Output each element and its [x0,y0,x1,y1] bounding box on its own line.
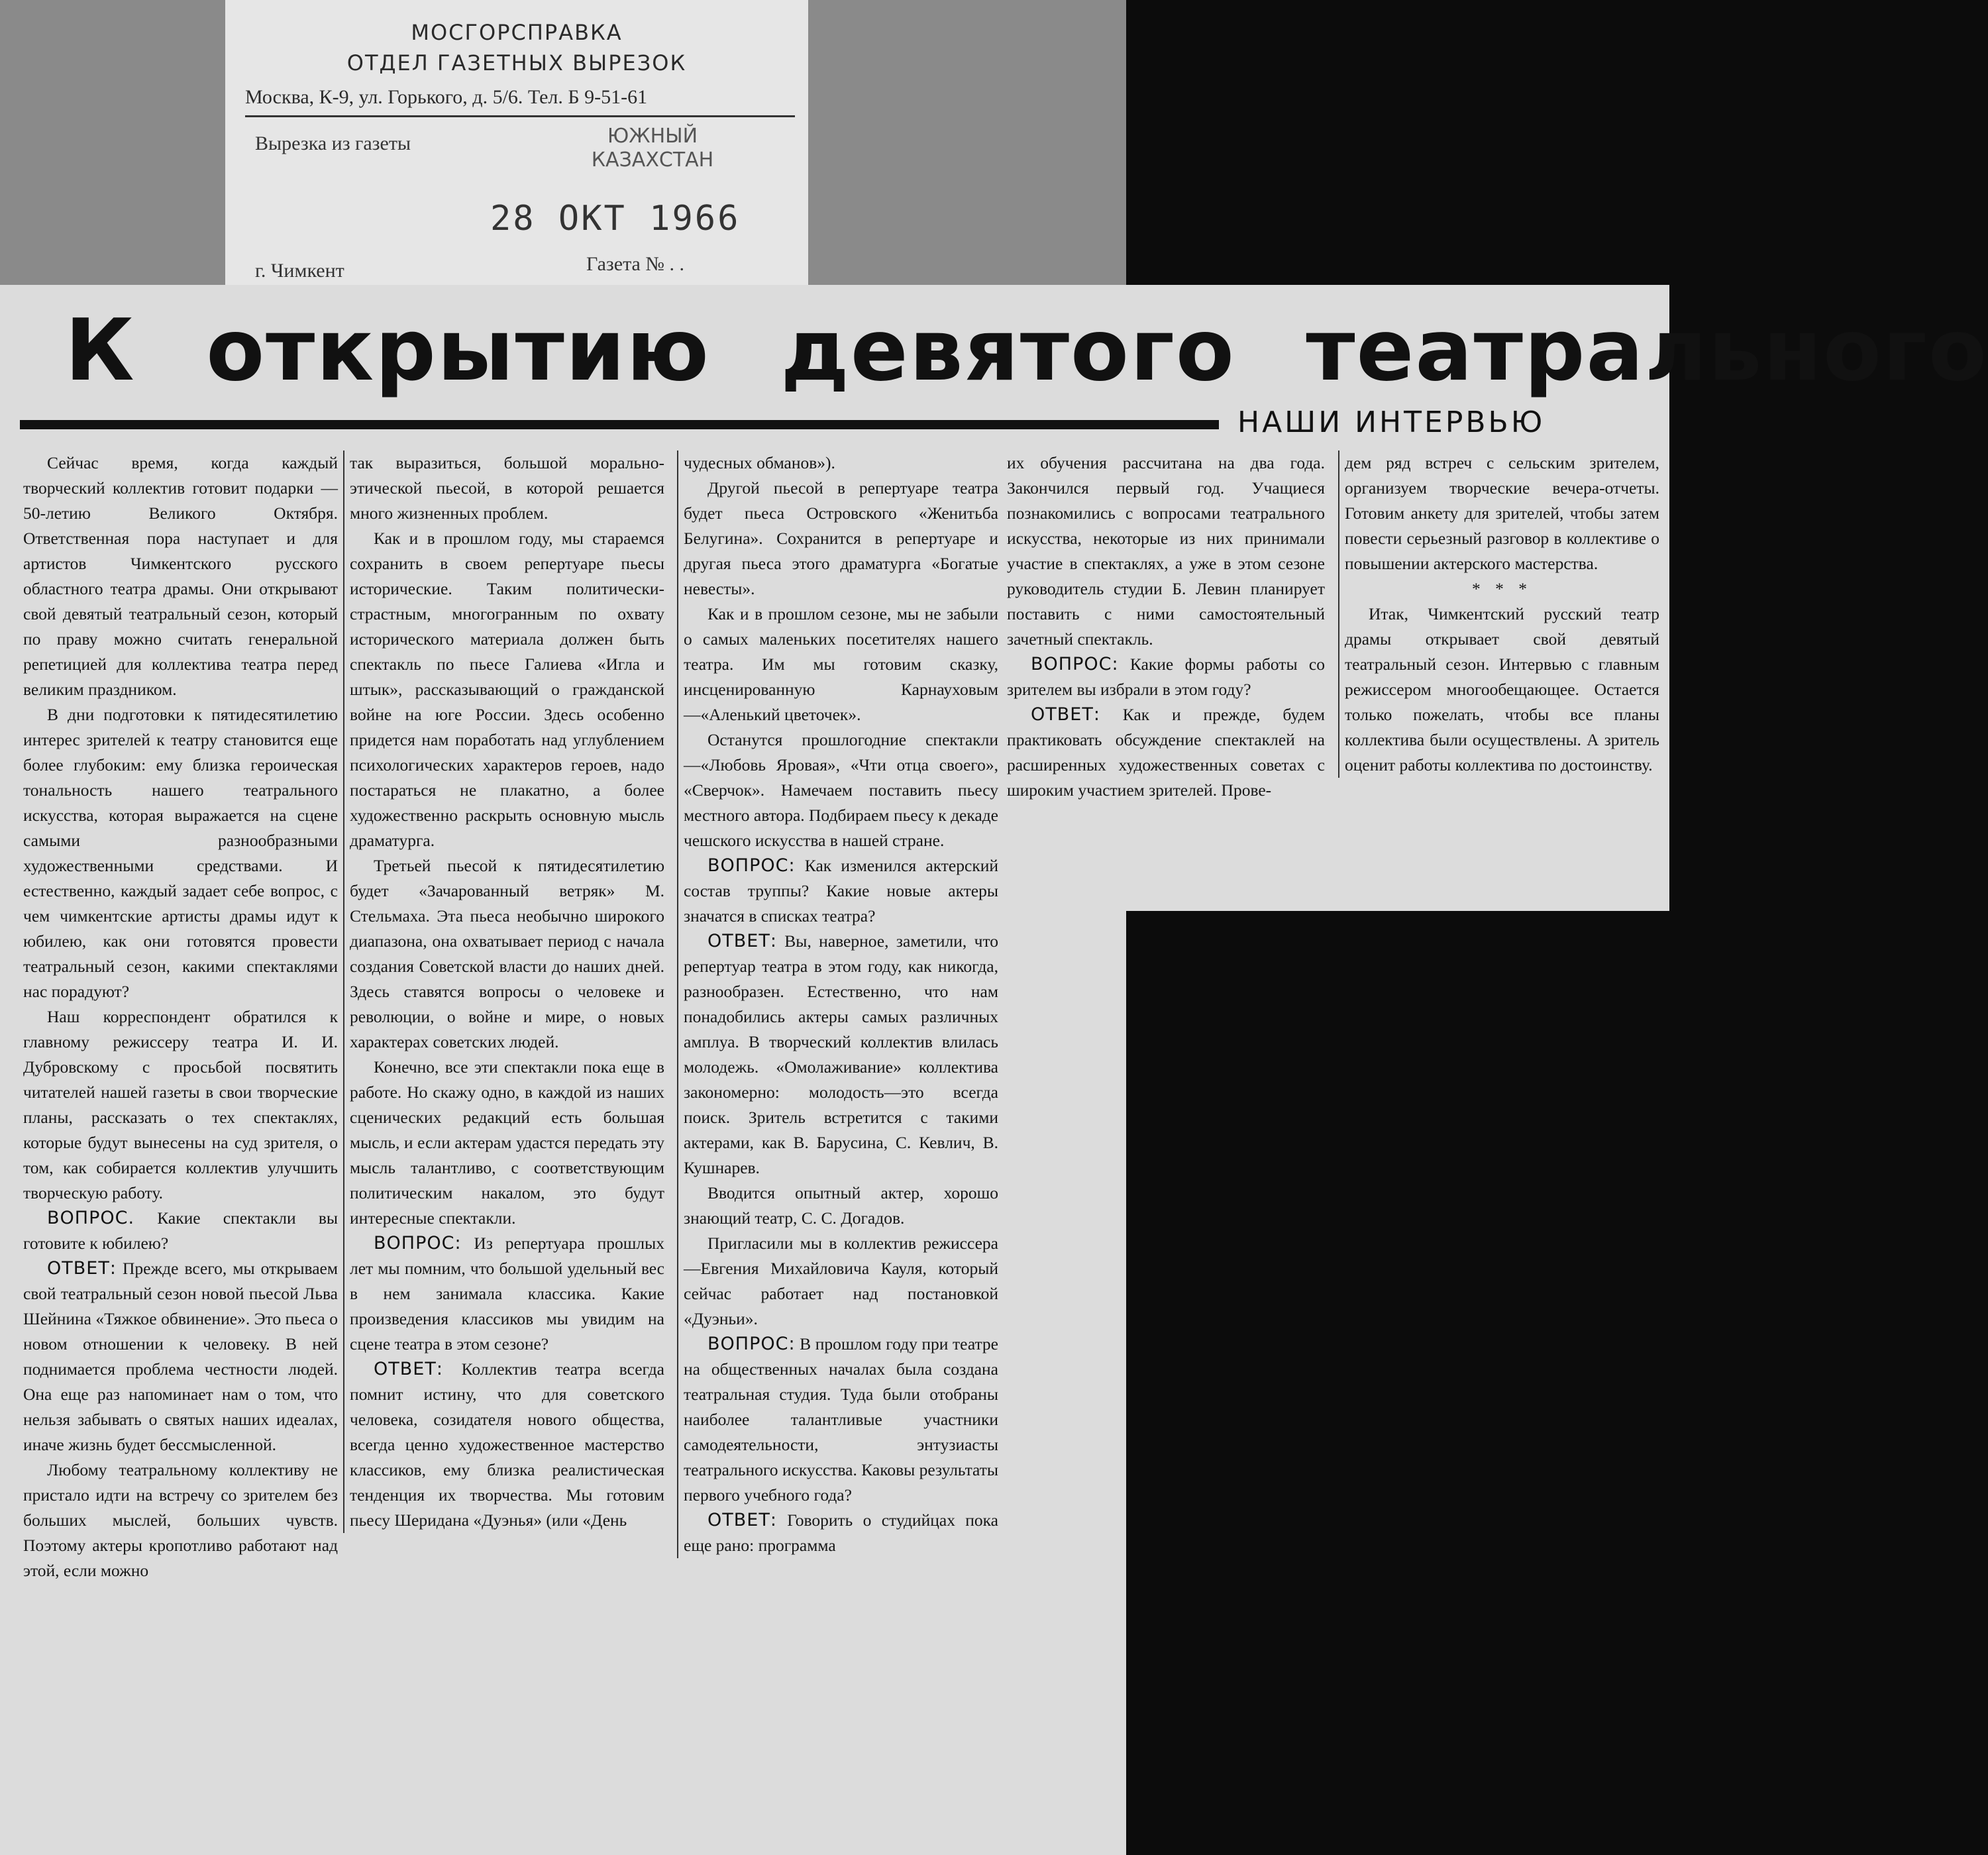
paragraph: их обучения рассчитана на два года. Закончился первый год. Учащиеся познакомились с вопросами театрального искусства, некоторые из них принимали участие в спектаклях, а уже в этом сезоне руководитель студии Б. Левин планирует поставить с ними самостоятельный зачетный спектакль. [1007,453,1325,649]
question-text: Какие формы работы со зрителем вы избрали в этом году? [1007,655,1325,699]
section-separator: * * * [1472,579,1532,598]
paragraph: Останутся прошлогодние спектакли—«Любовь Яровая», «Чти отца своего», «Сверчок». Намечаем поставить пьесу местного автора. Подбираем пьесу к декаде чешского искусства в нашей стране. [684,730,998,850]
paragraph: Другой пьесой в репертуаре театра будет пьеса Островского «Женитьба Белугина». Сохранится в репертуаре и другая пьеса этого драматурга «Богатые невесты». [684,478,998,598]
article-column-4 [1007,450,1325,803]
article-column-1 [23,450,338,1583]
answer-text: Коллектив театра всегда помнит истину, что для советского человека, созидателя нового общества, всегда ценно художественное мастерство классиков, ему близка реалистическая тенденция их творчества. Мы готовим пьесу Шеридана «Дуэнья» (или «День [350,1359,665,1530]
paragraph: Как и в прошлом сезоне, мы не забыли о самых маленьких посетителях нашего театра. Им мы готовим сказку, инсценированную Карнауховым—«Аленький цветочек». [684,604,998,724]
answer-text: Говорить о студийцах пока еще рано: программа [684,1510,998,1555]
paragraph: Сейчас время, когда каждый творческий коллектив готовит подарки — 50-летию Великого Октября. Ответственная пора наступает и для артистов Чимкентского русского областного театра драмы. Они открывают свой девятый театральный сезон, который по праву можно считать генеральной репетицией для коллектива театра перед великим праздником. [23,453,338,699]
newspaper-name-line1: ЮЖНЫЙ [607,125,698,148]
answer-label: ОТВЕТ: [47,1258,117,1279]
department-name: ОТДЕЛ ГАЗЕТНЫХ ВЫРЕЗОК [346,50,687,76]
question-2 [350,1231,664,1357]
clipping-label [225,0,808,311]
article-column-5 [1338,450,1659,778]
paragraph: Итак, Чимкентский русский театр драмы открывает свой девятый театральный сезон. Интервью с главным режиссером многообещающее. Остается только пожелать, чтобы все планы коллектива были осуществлены. А зритель оценит работы коллектива по достоинству. [1345,604,1659,774]
question-label: ВОПРОС: [707,1334,796,1354]
city-label: г. Чимкент [255,260,344,282]
answer-label: ОТВЕТ: [1031,704,1100,725]
answer-1 [23,1256,338,1458]
rubric-label: НАШИ ИНТЕРВЬЮ [1237,405,1545,439]
cut-from-label: Вырезка из газеты [255,132,411,154]
paragraph: Любому театральному коллективу не пристало идти на встречу со зрителем без больших мыслей, больших чувств. Поэтому актеры кропотливо работают над этой, если можно [23,1460,338,1580]
question-text: В прошлом году при театре на общественных началах была создана театральная студия. Туда были отобраны наиболее талантливые участники самодеятельности, энтузиасты театрального искусства. Каковы результаты первого учебного года? [684,1334,998,1505]
newspaper-name [570,125,735,172]
paragraph: Пригласили мы в коллектив режиссера—Евгения Михайловича Кауля, который сейчас работает над постановкой «Дуэньи». [684,1234,998,1328]
article-column-3 [677,450,998,1558]
paragraph: Наш корреспондент обратился к главному режиссеру театра И. И. Дубровскому с просьбой посвятить читателей нашей газеты в свои творческие планы, рассказать о тех спектаклях, которые будут вынесены на суд зрителя, о том, как собирается коллектив улучшить творческую работу. [23,1007,338,1202]
question-text: Какие спектакли вы готовите к юбилею? [23,1208,338,1253]
paragraph: Вводится опытный актер, хорошо знающий театр, С. С. Догадов. [684,1183,998,1228]
newspaper-number-label: Газета № . . [586,253,684,275]
paragraph: дем ряд встреч с сельским зрителем, организуем творческие вечера-отчеты. Готовим анкету для зрителей, чтобы затем повести серьезный разговор в коллективе о повышении актерского мастерства. [1345,453,1659,573]
agency-name: МОСГОРСПРАВКА [411,20,623,45]
answer-text: Прежде всего, мы открываем свой театральный сезон новой пьесой Льва Шейнина «Тяжкое обвинение». Это пьеса о новом отношении к человеку. В ней поднимается проблема честности людей. Она еще раз напоминает нам о том, что нельзя забывать о святых наших идеалах, иначе жизнь будет бессмысленной. [23,1259,338,1454]
headline-rule [20,420,1219,429]
answer-2 [350,1357,664,1533]
question-label: ВОПРОС. [47,1208,135,1228]
question-label: ВОПРОС: [1031,654,1119,674]
article-headline: К открытию девятого театрального [65,301,1988,400]
question-label: ВОПРОС: [374,1233,462,1253]
article-column-2 [343,450,664,1533]
agency-address: Москва, К-9, ул. Горького, д. 5/6. Тел. Б 9-51-61 [245,86,795,117]
question-text: Как изменился актерский состав труппы? Какие новые актеры значатся в списках театра? [684,856,999,926]
answer-text: Как и прежде, будем практиковать обсуждение спектаклей на расширенных художественных советах с широким участием зрителей. Прове- [1007,705,1325,800]
paragraph: Как и в прошлом году, мы стараемся сохранить в своем репертуаре пьесы исторические. Таким политически-страстным, многогранным по охвату исторического материала должен быть спектакль по пьесе Галиева «Игла и штык», рассказывающий о гражданской войне на юге России. Здесь особенно придется нам поработать над углублением психологических характеров героев, надо постараться не плакатно, а более художественно раскрыть основную мысль драматурга. [350,529,664,850]
answer-5 [1007,702,1325,803]
paragraph: Конечно, все эти спектакли пока еще в работе. Но скажу одно, в каждой из наших сценических редакций есть большая мысль, и если актерам удастся передать эту мысль талантливо, с соответствующим политическим накалом, это будут интересные спектакли. [350,1057,664,1228]
question-5 [1007,652,1325,702]
answer-3 [684,929,998,1181]
question-label: ВОПРОС: [707,855,796,876]
newspaper-name-line2: КАЗАХСТАН [591,148,714,172]
answer-label: ОТВЕТ: [707,1510,777,1530]
question-3 [684,853,998,929]
paragraph: В дни подготовки к пятидесятилетию интерес зрителей к театру становится еще более глубоким: ему близка героическая тональность нашего театрального искусства, которая выражается на сцене самыми разнообразными художественными средствами. И естественно, каждый задает себе вопрос, с чем чимкентские артисты драмы идут к юбилею, как они готовятся провести театральный сезон, какими спектаклями нас порадуют? [23,705,338,1001]
answer-label: ОТВЕТ: [707,931,777,951]
answer-4 [684,1508,998,1558]
answer-label: ОТВЕТ: [374,1359,443,1379]
question-4 [684,1332,998,1508]
paragraph: Третьей пьесой к пятидесятилетию будет «Зачарованный ветряк» М. Стельмаха. Эта пьеса необычно широкого диапазона, она охватывает период с начала создания Советской власти до наших дней. Здесь ставятся вопросы о человеке и революции, о войне и мире, о новых характерах советских людей. [350,856,664,1051]
answer-text: Вы, наверное, заметили, что репертуар театра в этом году, как никогда, разнообразен. Естественно, что нам понадобились актеры самых различных амплуа. В творческий коллектив влилась молодежь. «Омолаживание» коллектива закономерно: молодость—это всегда поиск. Зритель встретится с такими актерами, как В. Барусина, С. Кевлич, В. Кушнарев. [684,931,999,1177]
date-stamp: 28 ОКТ 1966 [490,199,741,238]
question-1 [23,1206,338,1256]
paragraph: чудесных обманов»). [684,453,835,472]
question-text: Из репертуара прошлых лет мы помним, что большой удельный вес в нем занимала классика. Какие произведения классиков мы увидим на сцене театра в этом сезоне? [350,1234,665,1353]
paragraph: так выразиться, большой морально-этической пьесой, в которой решается много жизненных проблем. [350,453,664,523]
